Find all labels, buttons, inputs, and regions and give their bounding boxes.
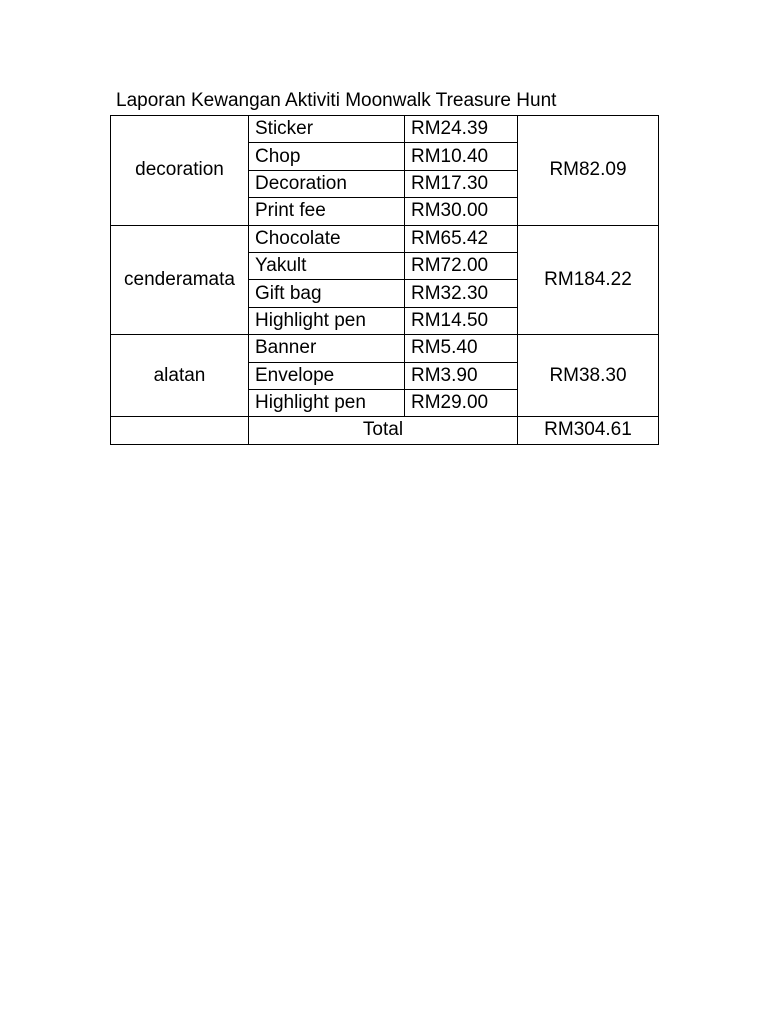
item-name-cell: Envelope <box>249 362 405 389</box>
item-name-cell: Chocolate <box>249 225 405 252</box>
table-row <box>111 225 659 252</box>
empty-cell <box>111 417 249 444</box>
item-name-cell: Banner <box>249 335 405 362</box>
total-row <box>111 417 659 444</box>
item-price-cell: RM14.50 <box>405 307 518 334</box>
item-name-cell: Highlight pen <box>249 307 405 334</box>
category-cell: alatan <box>111 335 249 417</box>
table-row <box>111 335 659 362</box>
subtotal-cell: RM38.30 <box>518 335 659 417</box>
item-name-cell: Yakult <box>249 252 405 279</box>
item-price-cell: RM65.42 <box>405 225 518 252</box>
report-title: Laporan Kewangan Aktiviti Moonwalk Treasure Hunt <box>116 90 557 111</box>
table-row <box>111 116 659 143</box>
item-name-cell: Sticker <box>249 116 405 143</box>
item-price-cell: RM3.90 <box>405 362 518 389</box>
item-price-cell: RM24.39 <box>405 116 518 143</box>
total-label: Total <box>249 417 518 444</box>
item-name-cell: Highlight pen <box>249 389 405 416</box>
item-name-cell: Gift bag <box>249 280 405 307</box>
total-value: RM304.61 <box>518 417 659 444</box>
category-cell: cenderamata <box>111 225 249 335</box>
item-price-cell: RM17.30 <box>405 170 518 197</box>
item-price-cell: RM10.40 <box>405 143 518 170</box>
item-name-cell: Print fee <box>249 198 405 225</box>
category-cell: decoration <box>111 116 249 226</box>
item-name-cell: Chop <box>249 143 405 170</box>
item-price-cell: RM29.00 <box>405 389 518 416</box>
subtotal-cell: RM184.22 <box>518 225 659 335</box>
item-price-cell: RM32.30 <box>405 280 518 307</box>
item-name-cell: Decoration <box>249 170 405 197</box>
expense-table <box>110 115 659 445</box>
subtotal-cell: RM82.09 <box>518 116 659 226</box>
item-price-cell: RM5.40 <box>405 335 518 362</box>
item-price-cell: RM72.00 <box>405 252 518 279</box>
item-price-cell: RM30.00 <box>405 198 518 225</box>
